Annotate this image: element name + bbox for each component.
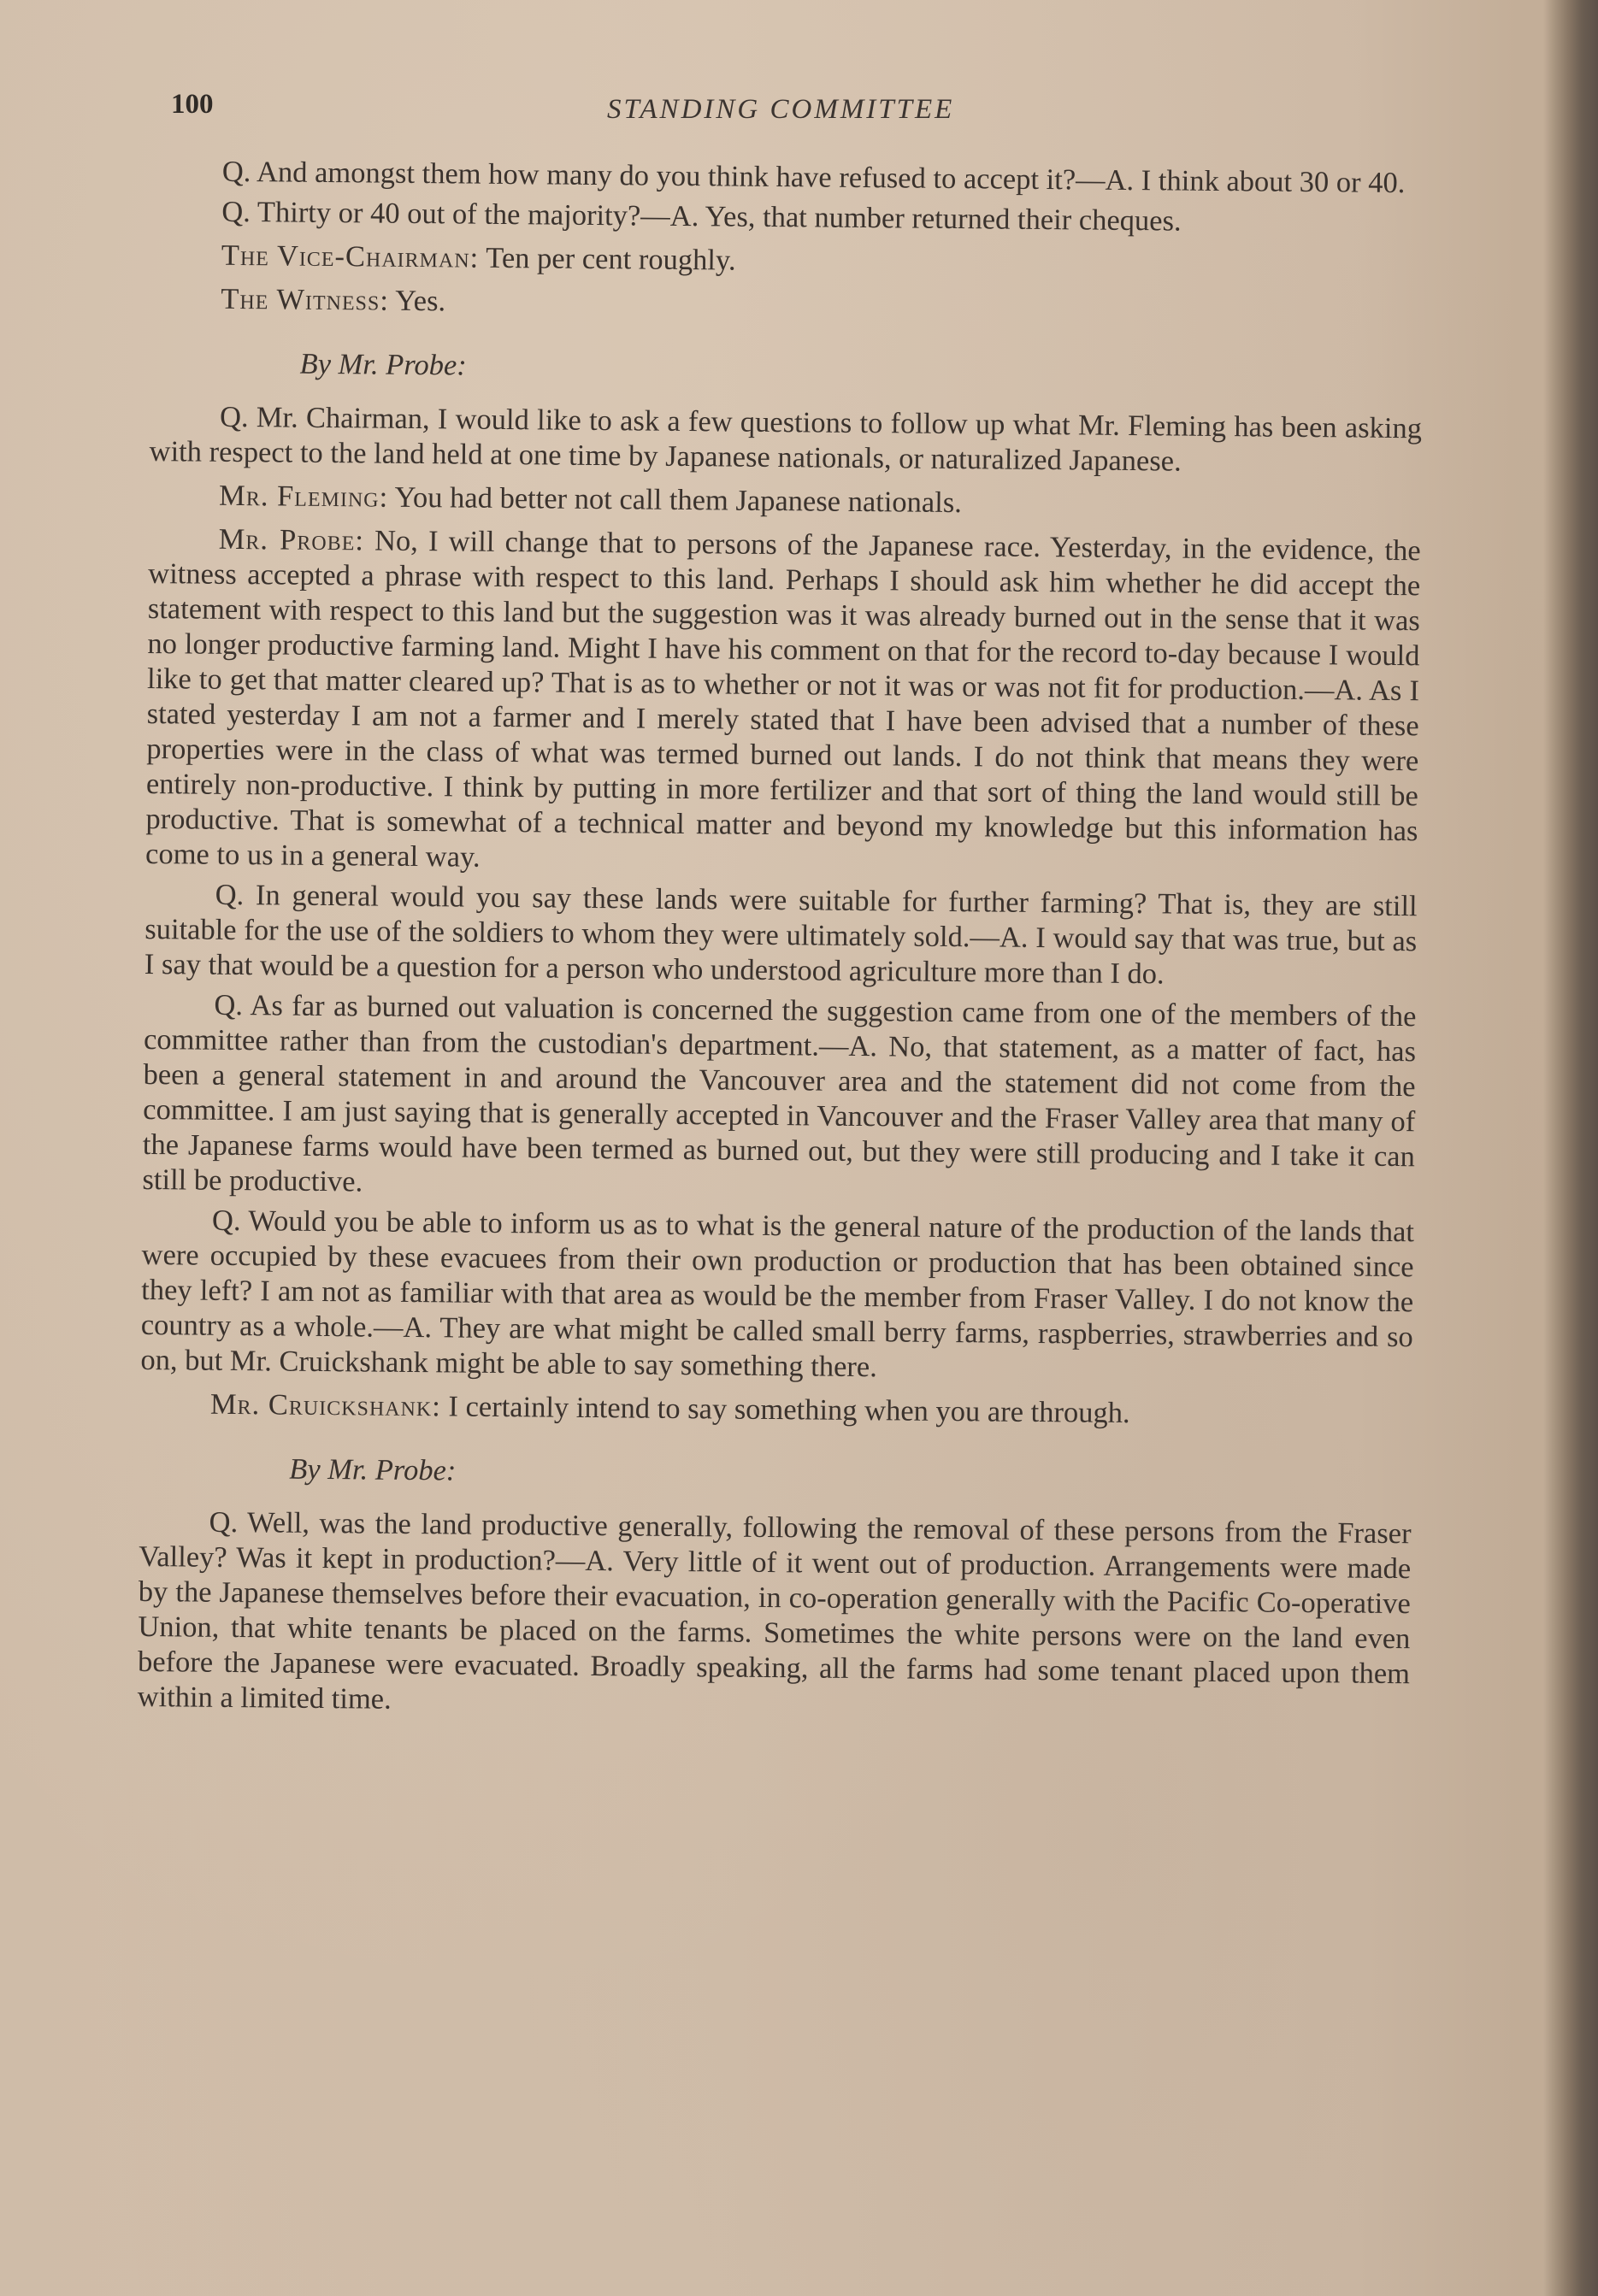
- speaker-paragraph: [151, 238, 1424, 285]
- speaker-paragraph: [150, 281, 1423, 328]
- book-binding-shadow: [1543, 0, 1598, 2296]
- speaker-name: The Vice-Chairman:: [221, 238, 480, 274]
- paragraph: Q. Mr. Chairman, I would like to ask a few questions to follow up what Mr. Fleming has been asking with respect to the land held at one time by Japanese nationals, or naturalized Japanese.: [149, 400, 1423, 478]
- speaker-text: No, I will change that to persons of the Japanese race. Yesterday, in the evidence, the witness accepted a phrase with respect to this land. Perhaps I should ask him whether he did accept the statement with respect to this land but the suggestion was it was already burned out in the sense that it was no longer productive farming land. Might I have his comment on that for the record to-day because I would like to get that matter cleared up? That is as to whether or not it was or was not fit for production.—A. As I stated yesterday I am not a farmer and I merely stated that I have been advised that a number of these properties were in the class of what was termed burned out lands. I do not think that means they were entirely non-productive. I think by putting in more fertilizer and that sort of thing the land would still be productive. That is somewhat of a technical matter and beyond my knowledge but this information has come to us in a general way.: [144, 524, 1421, 874]
- speaker-name: The Witness:: [221, 282, 390, 317]
- examiner-heading: By Mr. Probe:: [299, 347, 467, 382]
- speaker-text: Ten per cent roughly.: [486, 241, 736, 277]
- page-number: 100: [171, 89, 214, 120]
- paragraph: Q. And amongst them how many do you think have refused to accept it?—A. I think about 30 or 40.: [221, 155, 1406, 200]
- speaker-paragraph: [149, 478, 1421, 525]
- transcript-body: [137, 154, 1424, 1732]
- running-title: STANDING COMMITTEE: [607, 94, 955, 125]
- speaker-text: Yes.: [395, 284, 446, 318]
- examiner-heading: By Mr. Probe:: [289, 1452, 457, 1487]
- speaker-text: I certainly intend to say something when you are through.: [448, 1390, 1130, 1430]
- speaker-paragraph: [145, 521, 1421, 884]
- speaker-text: You had better not call them Japanese nationals.: [394, 480, 963, 520]
- running-head: [171, 89, 1428, 132]
- speaker-name: Mr. Probe:: [218, 522, 365, 557]
- paragraph: Q. As far as burned out valuation is concerned the suggestion came from one of the members of the committee rather than from the custodian's department.—A. No, that statement, as a matter of fact, has been a general statement in and around the Vancouver area and the statement did not come from the committee. I am just saying that is generally accepted in Vancouver and the Fraser Valley area that many of the Japanese farms would have been termed as burned out, but they were still producing and I take it can still be productive.: [142, 988, 1417, 1198]
- speaker-paragraph: [140, 1386, 1412, 1434]
- speaker-name: Mr. Cruickshank:: [209, 1387, 442, 1423]
- paragraph: Q. Well, was the land productive generally, following the removal of these persons from the Fraser Valley? Was it kept in production?—A. Very little of it went out of production. Arrangements were made by the Japanese themselves before their evacuation, in co-operation generally with the Pacific Co-operative Union, that white tenants be placed on the farms. Sometimes the white persons were on the land even before the Japanese were evacuated. Broadly speaking, all the farms had some tenant placed upon them within a limited time.: [137, 1505, 1412, 1716]
- speaker-name: Mr. Fleming:: [218, 479, 389, 514]
- paragraph: Q. Thirty or 40 out of the majority?—A. Yes, that number returned their cheques.: [221, 195, 1182, 238]
- paragraph: Q. Would you be able to inform us as to what is the general nature of the production of the lands that were occupied by these evacuees from their own production or production that has been obtained since they left? I am not as familiar with that area as would be the member from Fraser Valley. I do not know the country as a whole.—A. They are what might be called small berry farms, raspberries, strawberries and so on, but Mr. Cruickshank might be able to say something there.: [140, 1204, 1415, 1384]
- paragraph: Q. In general would you say these lands were suitable for further farming? That is, they are still suitable for the use of the soldiers to whom they were ultimately sold.—A. I would say that was true, but as I say that would be a question for a person who understood agriculture more than I do.: [144, 878, 1418, 991]
